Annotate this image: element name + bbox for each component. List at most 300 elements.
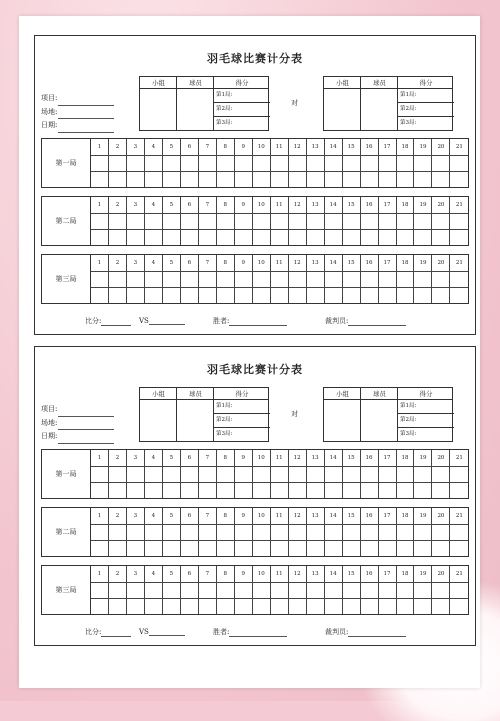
point-entry-cell[interactable] bbox=[414, 525, 432, 542]
point-entry-cell[interactable] bbox=[271, 272, 289, 289]
point-entry-cell[interactable] bbox=[361, 583, 379, 600]
point-entry-cell[interactable] bbox=[397, 156, 415, 173]
point-entry-cell[interactable] bbox=[289, 214, 307, 231]
score-blank[interactable] bbox=[101, 628, 131, 637]
point-entry-cell[interactable] bbox=[450, 214, 468, 231]
point-entry-cell[interactable] bbox=[414, 288, 432, 303]
point-entry-cell[interactable] bbox=[253, 230, 271, 245]
point-entry-cell[interactable] bbox=[199, 156, 217, 173]
point-entry-cell[interactable] bbox=[361, 272, 379, 289]
point-entry-cell[interactable] bbox=[217, 525, 235, 542]
point-entry-cell[interactable] bbox=[253, 599, 271, 614]
point-entry-cell[interactable] bbox=[271, 467, 289, 484]
point-entry-cell[interactable] bbox=[127, 525, 145, 542]
point-entry-cell[interactable] bbox=[343, 467, 361, 484]
point-entry-cell[interactable] bbox=[253, 214, 271, 231]
point-entry-cell[interactable] bbox=[450, 467, 468, 484]
blank-line[interactable] bbox=[58, 109, 114, 119]
point-entry-cell[interactable] bbox=[163, 483, 181, 498]
point-entry-cell[interactable] bbox=[343, 583, 361, 600]
point-entry-cell[interactable] bbox=[109, 525, 127, 542]
point-entry-cell[interactable] bbox=[271, 583, 289, 600]
point-entry-cell[interactable] bbox=[397, 272, 415, 289]
point-entry-cell[interactable] bbox=[343, 230, 361, 245]
point-entry-cell[interactable] bbox=[91, 525, 109, 542]
point-entry-cell[interactable] bbox=[127, 156, 145, 173]
point-entry-cell[interactable] bbox=[307, 483, 325, 498]
point-entry-cell[interactable] bbox=[343, 214, 361, 231]
point-entry-cell[interactable] bbox=[91, 156, 109, 173]
point-entry-cell[interactable] bbox=[217, 230, 235, 245]
point-entry-cell[interactable] bbox=[343, 483, 361, 498]
point-entry-cell[interactable] bbox=[163, 467, 181, 484]
point-entry-cell[interactable] bbox=[235, 214, 253, 231]
point-entry-cell[interactable] bbox=[343, 172, 361, 187]
set-score-cell[interactable]: 第2局: bbox=[398, 103, 454, 117]
point-entry-cell[interactable] bbox=[325, 288, 343, 303]
point-entry-cell[interactable] bbox=[397, 288, 415, 303]
point-entry-cell[interactable] bbox=[361, 541, 379, 556]
point-entry-cell[interactable] bbox=[145, 172, 163, 187]
point-entry-cell[interactable] bbox=[217, 467, 235, 484]
point-entry-cell[interactable] bbox=[181, 599, 199, 614]
point-entry-cell[interactable] bbox=[397, 541, 415, 556]
point-entry-cell[interactable] bbox=[307, 156, 325, 173]
point-entry-cell[interactable] bbox=[253, 467, 271, 484]
point-entry-cell[interactable] bbox=[199, 288, 217, 303]
point-entry-cell[interactable] bbox=[343, 599, 361, 614]
point-entry-cell[interactable] bbox=[397, 599, 415, 614]
point-entry-cell[interactable] bbox=[91, 483, 109, 498]
point-entry-cell[interactable] bbox=[217, 483, 235, 498]
point-entry-cell[interactable] bbox=[325, 583, 343, 600]
point-entry-cell[interactable] bbox=[145, 583, 163, 600]
point-entry-cell[interactable] bbox=[181, 483, 199, 498]
point-entry-cell[interactable] bbox=[127, 467, 145, 484]
point-entry-cell[interactable] bbox=[325, 230, 343, 245]
point-number-cell: 12 bbox=[289, 566, 307, 583]
point-entry-cell[interactable] bbox=[450, 230, 468, 245]
point-entry-cell[interactable] bbox=[199, 541, 217, 556]
point-entry-cell[interactable] bbox=[181, 172, 199, 187]
point-entry-cell[interactable] bbox=[325, 599, 343, 614]
point-entry-cell[interactable] bbox=[432, 230, 450, 245]
venue-field[interactable] bbox=[41, 417, 114, 431]
point-entry-cell[interactable] bbox=[432, 483, 450, 498]
point-entry-cell[interactable] bbox=[343, 156, 361, 173]
point-entry-cell[interactable] bbox=[361, 599, 379, 614]
point-entry-cell[interactable] bbox=[127, 272, 145, 289]
point-entry-cell[interactable] bbox=[199, 525, 217, 542]
point-number-cell: 9 bbox=[235, 508, 253, 525]
point-entry-cell[interactable] bbox=[235, 467, 253, 484]
point-entry-cell[interactable] bbox=[397, 467, 415, 484]
point-entry-cell[interactable] bbox=[361, 288, 379, 303]
point-entry-cell[interactable] bbox=[253, 541, 271, 556]
blank-line[interactable] bbox=[58, 420, 114, 430]
point-entry-cell[interactable] bbox=[199, 230, 217, 245]
point-entry-cell[interactable] bbox=[397, 525, 415, 542]
point-entry-cell[interactable] bbox=[163, 172, 181, 187]
point-entry-cell[interactable] bbox=[414, 541, 432, 556]
point-entry-cell[interactable] bbox=[145, 467, 163, 484]
point-entry-cell[interactable] bbox=[91, 230, 109, 245]
point-entry-cell[interactable] bbox=[163, 525, 181, 542]
point-number-cell: 10 bbox=[253, 255, 271, 272]
opponent-score-blank[interactable] bbox=[149, 627, 185, 636]
point-entry-cell[interactable] bbox=[307, 230, 325, 245]
game-label: 第一局 bbox=[42, 139, 91, 187]
point-entry-cell[interactable] bbox=[414, 583, 432, 600]
point-entry-cell[interactable] bbox=[199, 583, 217, 600]
point-entry-cell[interactable] bbox=[235, 483, 253, 498]
point-entry-cell[interactable] bbox=[109, 483, 127, 498]
point-entry-cell[interactable] bbox=[450, 541, 468, 556]
event-field[interactable] bbox=[41, 403, 114, 417]
point-entry-cell[interactable] bbox=[307, 541, 325, 556]
point-number-cell: 10 bbox=[253, 139, 271, 156]
set-score-cell[interactable]: 第2局: bbox=[214, 414, 270, 428]
point-entry-cell[interactable] bbox=[271, 156, 289, 173]
point-entry-cell[interactable] bbox=[145, 599, 163, 614]
point-entry-cell[interactable] bbox=[199, 272, 217, 289]
point-entry-cell[interactable] bbox=[235, 288, 253, 303]
point-entry-cell[interactable] bbox=[325, 214, 343, 231]
point-entry-cell[interactable] bbox=[235, 172, 253, 187]
point-entry-cell[interactable] bbox=[325, 467, 343, 484]
point-entry-cell[interactable] bbox=[127, 583, 145, 600]
point-entry-cell[interactable] bbox=[289, 156, 307, 173]
point-entry-cell[interactable] bbox=[432, 172, 450, 187]
point-entry-cell[interactable] bbox=[379, 288, 397, 303]
point-entry-cell[interactable] bbox=[325, 272, 343, 289]
point-entry-cell[interactable] bbox=[450, 483, 468, 498]
point-entry-cell[interactable] bbox=[127, 288, 145, 303]
set-score-cell[interactable]: 第3局: bbox=[400, 431, 417, 437]
opponent-score-blank[interactable] bbox=[149, 316, 185, 325]
point-entry-cell[interactable] bbox=[217, 583, 235, 600]
point-entry-cell[interactable] bbox=[307, 525, 325, 542]
point-entry-cell[interactable] bbox=[91, 288, 109, 303]
point-entry-cell[interactable] bbox=[432, 288, 450, 303]
point-entry-cell[interactable] bbox=[109, 467, 127, 484]
field-label: 场地: bbox=[41, 107, 58, 116]
point-entry-cell[interactable] bbox=[289, 172, 307, 187]
point-entry-cell[interactable] bbox=[217, 599, 235, 614]
point-entry-cell[interactable] bbox=[325, 525, 343, 542]
point-entry-cell[interactable] bbox=[127, 214, 145, 231]
point-entry-cell[interactable] bbox=[271, 483, 289, 498]
point-entry-cell[interactable] bbox=[235, 272, 253, 289]
point-entry-cell[interactable] bbox=[145, 272, 163, 289]
point-entry-cell[interactable] bbox=[271, 214, 289, 231]
point-entry-cell[interactable] bbox=[271, 599, 289, 614]
point-entry-cell[interactable] bbox=[361, 230, 379, 245]
point-entry-cell[interactable] bbox=[307, 172, 325, 187]
point-entry-cell[interactable] bbox=[397, 172, 415, 187]
set-score-cell[interactable]: 第2局: bbox=[214, 103, 270, 117]
point-entry-cell[interactable] bbox=[235, 541, 253, 556]
point-entry-cell[interactable] bbox=[289, 467, 307, 484]
point-entry-cell[interactable] bbox=[145, 483, 163, 498]
point-number-cell: 8 bbox=[217, 139, 235, 156]
point-entry-cell[interactable] bbox=[450, 583, 468, 600]
point-entry-cell[interactable] bbox=[91, 467, 109, 484]
point-entry-cell[interactable] bbox=[127, 599, 145, 614]
point-entry-cell[interactable] bbox=[91, 583, 109, 600]
point-entry-cell[interactable] bbox=[379, 172, 397, 187]
score-blank[interactable] bbox=[101, 317, 131, 326]
point-entry-cell[interactable] bbox=[163, 230, 181, 245]
point-entry-cell[interactable] bbox=[199, 599, 217, 614]
point-entry-cell[interactable] bbox=[450, 156, 468, 173]
point-entry-cell[interactable] bbox=[163, 541, 181, 556]
point-entry-cell[interactable] bbox=[379, 272, 397, 289]
point-entry-cell[interactable] bbox=[271, 541, 289, 556]
point-entry-cell[interactable] bbox=[414, 214, 432, 231]
point-entry-cell[interactable] bbox=[307, 272, 325, 289]
point-entry-cell[interactable] bbox=[181, 525, 199, 542]
point-entry-cell[interactable] bbox=[235, 599, 253, 614]
point-entry-cell[interactable] bbox=[432, 467, 450, 484]
point-entry-cell[interactable] bbox=[379, 230, 397, 245]
set-score-cell[interactable]: 第2局: bbox=[398, 414, 454, 428]
point-entry-cell[interactable] bbox=[253, 483, 271, 498]
point-entry-cell[interactable] bbox=[163, 288, 181, 303]
point-number-cell: 5 bbox=[163, 566, 181, 583]
point-entry-cell[interactable] bbox=[414, 483, 432, 498]
date-field[interactable] bbox=[41, 119, 114, 133]
point-entry-cell[interactable] bbox=[432, 214, 450, 231]
point-entry-cell[interactable] bbox=[343, 525, 361, 542]
point-entry-cell[interactable] bbox=[414, 467, 432, 484]
point-entry-cell[interactable] bbox=[181, 583, 199, 600]
point-number-cell: 7 bbox=[199, 450, 217, 467]
point-entry-cell[interactable] bbox=[450, 288, 468, 303]
point-entry-cell[interactable] bbox=[289, 583, 307, 600]
point-entry-cell[interactable] bbox=[163, 599, 181, 614]
point-entry-cell[interactable] bbox=[450, 525, 468, 542]
point-entry-cell[interactable] bbox=[253, 288, 271, 303]
point-entry-cell[interactable] bbox=[379, 483, 397, 498]
point-entry-cell[interactable] bbox=[145, 525, 163, 542]
point-entry-cell[interactable] bbox=[289, 483, 307, 498]
point-entry-cell[interactable] bbox=[109, 288, 127, 303]
point-entry-cell[interactable] bbox=[271, 525, 289, 542]
point-entry-cell[interactable] bbox=[163, 583, 181, 600]
point-entry-cell[interactable] bbox=[127, 230, 145, 245]
point-entry-cell[interactable] bbox=[343, 272, 361, 289]
point-entry-cell[interactable] bbox=[109, 230, 127, 245]
point-entry-cell[interactable] bbox=[199, 214, 217, 231]
point-entry-cell[interactable] bbox=[307, 288, 325, 303]
point-entry-cell[interactable] bbox=[307, 599, 325, 614]
point-entry-cell[interactable] bbox=[181, 272, 199, 289]
blank-line[interactable] bbox=[58, 123, 114, 133]
point-entry-cell[interactable] bbox=[235, 583, 253, 600]
point-entry-cell[interactable] bbox=[253, 583, 271, 600]
point-entry-cell[interactable] bbox=[361, 214, 379, 231]
point-entry-cell[interactable] bbox=[397, 583, 415, 600]
point-entry-cell[interactable] bbox=[343, 288, 361, 303]
point-entry-cell[interactable] bbox=[397, 483, 415, 498]
point-entry-cell[interactable] bbox=[181, 467, 199, 484]
point-entry-cell[interactable] bbox=[307, 583, 325, 600]
point-entry-cell[interactable] bbox=[145, 541, 163, 556]
point-entry-cell[interactable] bbox=[307, 214, 325, 231]
point-entry-cell[interactable] bbox=[199, 483, 217, 498]
point-entry-cell[interactable] bbox=[253, 525, 271, 542]
winner-blank[interactable] bbox=[229, 317, 287, 326]
point-entry-cell[interactable] bbox=[450, 599, 468, 614]
point-entry-cell[interactable] bbox=[91, 272, 109, 289]
set-score-cell[interactable]: 第3局: bbox=[216, 120, 233, 126]
point-entry-cell[interactable] bbox=[163, 214, 181, 231]
point-entry-cell[interactable] bbox=[289, 272, 307, 289]
point-entry-cell[interactable] bbox=[127, 541, 145, 556]
point-entry-cell[interactable] bbox=[163, 156, 181, 173]
set-score-cell[interactable]: 第1局: bbox=[214, 400, 270, 414]
point-entry-cell[interactable] bbox=[289, 288, 307, 303]
point-entry-cell[interactable] bbox=[432, 541, 450, 556]
point-entry-cell[interactable] bbox=[109, 583, 127, 600]
venue-field[interactable] bbox=[41, 106, 114, 120]
point-entry-cell[interactable] bbox=[361, 483, 379, 498]
point-entry-cell[interactable] bbox=[181, 214, 199, 231]
set-score-cell[interactable]: 第3局: bbox=[400, 120, 417, 126]
point-entry-cell[interactable] bbox=[235, 230, 253, 245]
point-entry-cell[interactable] bbox=[217, 156, 235, 173]
point-entry-cell[interactable] bbox=[397, 230, 415, 245]
point-entry-cell[interactable] bbox=[379, 156, 397, 173]
point-number-cell: 14 bbox=[325, 255, 343, 272]
winner-blank[interactable] bbox=[229, 628, 287, 637]
point-entry-cell[interactable] bbox=[199, 172, 217, 187]
set-score-cell[interactable]: 第3局: bbox=[216, 431, 233, 437]
point-number-cell: 18 bbox=[397, 508, 415, 525]
point-entry-cell[interactable] bbox=[325, 483, 343, 498]
point-entry-cell[interactable] bbox=[432, 156, 450, 173]
point-entry-cell[interactable] bbox=[109, 272, 127, 289]
point-entry-cell[interactable] bbox=[361, 467, 379, 484]
point-entry-cell[interactable] bbox=[91, 541, 109, 556]
point-entry-cell[interactable] bbox=[432, 583, 450, 600]
point-entry-cell[interactable] bbox=[217, 288, 235, 303]
point-entry-cell[interactable] bbox=[127, 483, 145, 498]
point-entry-cell[interactable] bbox=[325, 156, 343, 173]
point-entry-cell[interactable] bbox=[217, 541, 235, 556]
point-entry-cell[interactable] bbox=[109, 156, 127, 173]
point-entry-cell[interactable] bbox=[343, 541, 361, 556]
point-entry-cell[interactable] bbox=[181, 541, 199, 556]
point-entry-cell[interactable] bbox=[91, 214, 109, 231]
point-entry-cell[interactable] bbox=[127, 172, 145, 187]
blank-line[interactable] bbox=[58, 96, 114, 106]
point-entry-cell[interactable] bbox=[450, 172, 468, 187]
point-entry-cell[interactable] bbox=[289, 599, 307, 614]
set-score-cell[interactable]: 第1局: bbox=[398, 400, 454, 414]
point-entry-cell[interactable] bbox=[414, 599, 432, 614]
point-entry-cell[interactable] bbox=[91, 599, 109, 614]
point-entry-cell[interactable] bbox=[361, 525, 379, 542]
point-number-cell: 10 bbox=[253, 566, 271, 583]
set-score-cell[interactable]: 第1局: bbox=[398, 89, 454, 103]
point-entry-cell[interactable] bbox=[181, 230, 199, 245]
point-entry-cell[interactable] bbox=[109, 214, 127, 231]
referee-blank[interactable] bbox=[348, 317, 406, 326]
point-entry-cell[interactable] bbox=[91, 172, 109, 187]
point-entry-cell[interactable] bbox=[145, 156, 163, 173]
point-entry-cell[interactable] bbox=[289, 525, 307, 542]
point-entry-cell[interactable] bbox=[325, 541, 343, 556]
point-entry-cell[interactable] bbox=[432, 599, 450, 614]
point-entry-cell[interactable] bbox=[235, 525, 253, 542]
point-entry-cell[interactable] bbox=[325, 172, 343, 187]
point-entry-cell[interactable] bbox=[217, 214, 235, 231]
point-entry-cell[interactable] bbox=[199, 467, 217, 484]
point-entry-cell[interactable] bbox=[379, 583, 397, 600]
point-number-cell: 2 bbox=[109, 255, 127, 272]
point-entry-cell[interactable] bbox=[450, 272, 468, 289]
point-entry-cell[interactable] bbox=[432, 272, 450, 289]
point-entry-cell[interactable] bbox=[379, 467, 397, 484]
blank-line[interactable] bbox=[58, 434, 114, 444]
point-entry-cell[interactable] bbox=[432, 525, 450, 542]
point-entry-cell[interactable] bbox=[414, 156, 432, 173]
point-entry-cell[interactable] bbox=[235, 156, 253, 173]
point-entry-cell[interactable] bbox=[145, 230, 163, 245]
point-entry-cell[interactable] bbox=[271, 288, 289, 303]
versus-label: 对 bbox=[291, 99, 298, 107]
point-entry-cell[interactable] bbox=[289, 230, 307, 245]
point-entry-cell[interactable] bbox=[361, 172, 379, 187]
point-entry-cell[interactable] bbox=[271, 172, 289, 187]
point-entry-cell[interactable] bbox=[109, 172, 127, 187]
point-entry-cell[interactable] bbox=[181, 156, 199, 173]
event-field[interactable] bbox=[41, 92, 114, 106]
point-entry-cell[interactable] bbox=[217, 272, 235, 289]
point-entry-cell[interactable] bbox=[163, 272, 181, 289]
point-entry-cell[interactable] bbox=[289, 541, 307, 556]
point-entry-cell[interactable] bbox=[145, 288, 163, 303]
point-entry-cell[interactable] bbox=[361, 156, 379, 173]
point-entry-cell[interactable] bbox=[379, 214, 397, 231]
team-b-box bbox=[323, 387, 453, 442]
blank-line[interactable] bbox=[58, 407, 114, 417]
point-entry-cell[interactable] bbox=[109, 541, 127, 556]
point-entry-cell[interactable] bbox=[307, 467, 325, 484]
point-entry-cell[interactable] bbox=[253, 156, 271, 173]
point-entry-cell[interactable] bbox=[271, 230, 289, 245]
referee-blank[interactable] bbox=[348, 628, 406, 637]
point-entry-cell[interactable] bbox=[414, 272, 432, 289]
point-grid bbox=[91, 566, 468, 614]
point-entry-cell[interactable] bbox=[379, 541, 397, 556]
set-score-cell[interactable]: 第1局: bbox=[214, 89, 270, 103]
point-entry-cell[interactable] bbox=[379, 525, 397, 542]
date-field[interactable] bbox=[41, 430, 114, 444]
point-entry-cell[interactable] bbox=[397, 214, 415, 231]
point-entry-cell[interactable] bbox=[217, 172, 235, 187]
point-entry-cell[interactable] bbox=[181, 288, 199, 303]
point-entry-cell[interactable] bbox=[414, 172, 432, 187]
point-entry-cell[interactable] bbox=[379, 599, 397, 614]
point-entry-cell[interactable] bbox=[109, 599, 127, 614]
point-entry-cell[interactable] bbox=[253, 172, 271, 187]
point-entry-cell[interactable] bbox=[253, 272, 271, 289]
point-entry-cell[interactable] bbox=[145, 214, 163, 231]
point-entry-cell[interactable] bbox=[414, 230, 432, 245]
